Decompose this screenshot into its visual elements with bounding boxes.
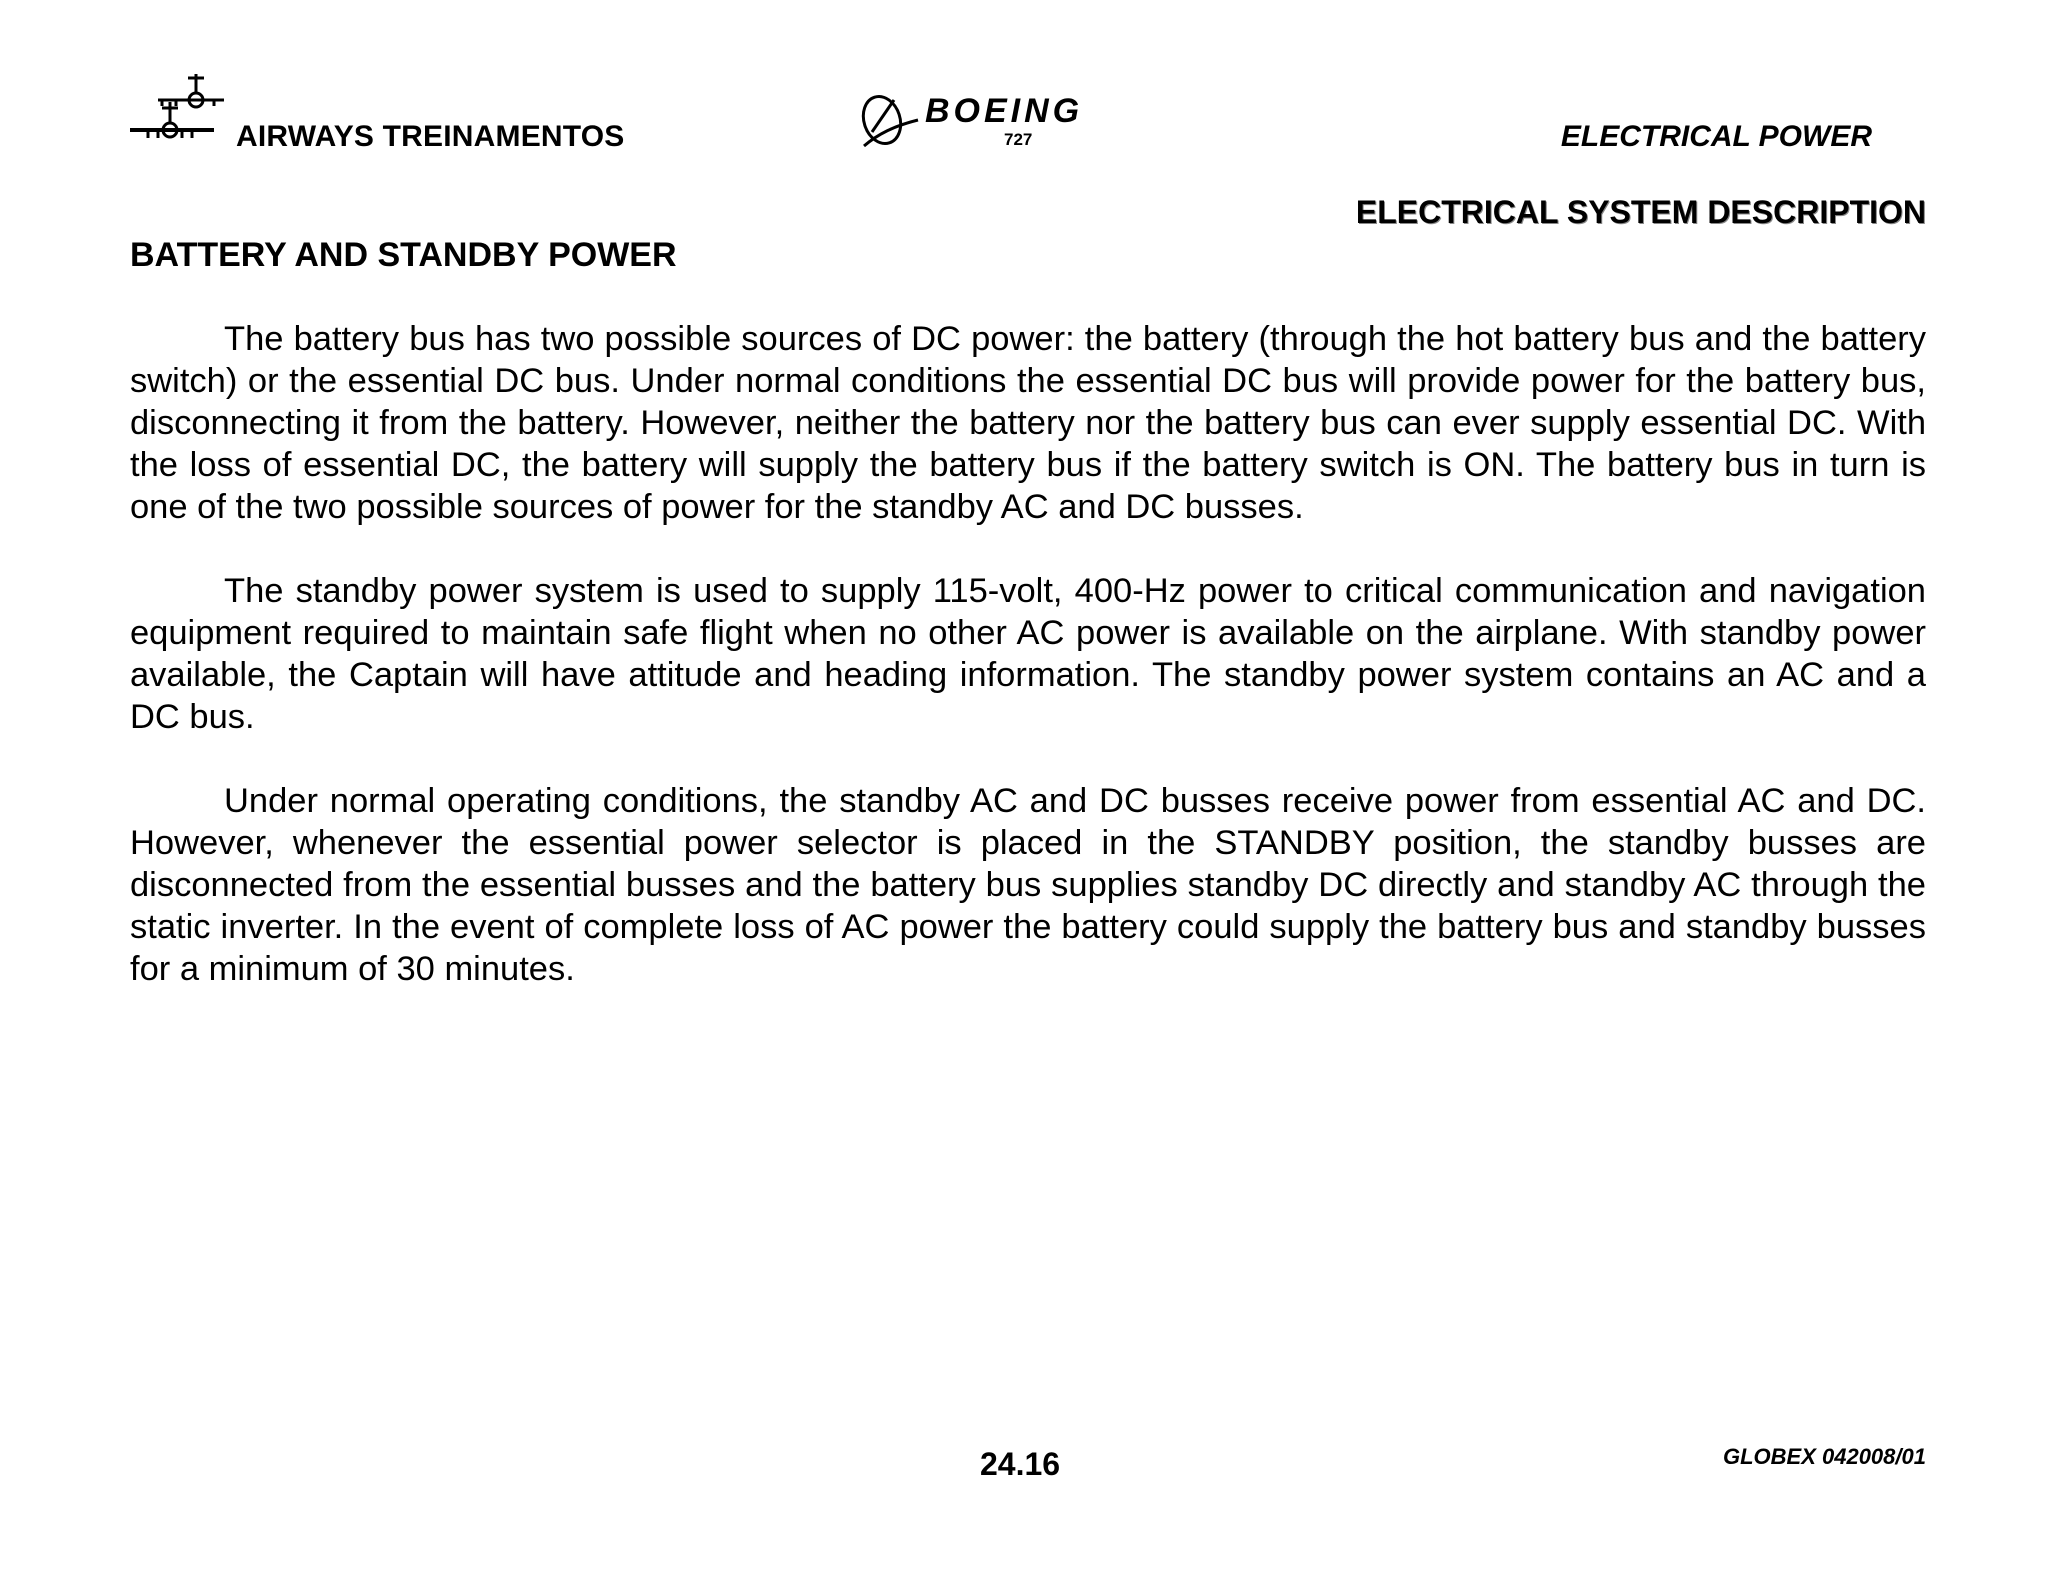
chapter-title: ELECTRICAL POWER — [1560, 120, 1872, 153]
company-name: AIRWAYS TREINAMENTOS — [236, 120, 625, 153]
airways-airplane-logo — [128, 72, 224, 152]
section-title: ELECTRICAL SYSTEM DESCRIPTION — [1355, 194, 1926, 230]
body-paragraph: Under normal operating conditions, the standby AC and DC busses receive power from essential AC and DC. However, whenever the essential power selector is placed in the STANDBY position, the standby busses are disconnected from the essential busses and the battery bus supplies standby DC directly and standby AC through the static inverter. In the event of complete loss of AC power the battery could supply the battery bus and standby busses for a minimum of 30 minutes. — [130, 782, 1926, 988]
document-code: GLOBEX 042008/01 — [1722, 1444, 1926, 1469]
body-paragraph: The standby power system is used to supply 115-volt, 400-Hz power to critical communication and navigation equipment required to maintain safe flight when no other AC power is available on the airplane. With standby power available, the Captain will have attitude and heading information. The standby power system contains an AC and a DC bus. — [130, 572, 1926, 736]
page-number: 24.16 — [980, 1446, 1061, 1482]
boeing-wordmark: BOEING — [925, 92, 1084, 130]
body-paragraph: The battery bus has two possible sources of DC power: the battery (through the hot battery bus and the battery switch) or the essential DC bus. Under normal conditions the essential DC bus will provide power for the battery bus, disconnecting it from the battery. However, neither the battery nor the battery bus can ever supply essential DC. With the loss of essential DC, the battery will supply the battery bus if the battery switch is ON. The battery bus in turn is one of the two possible sources of power for the standby AC and DC busses. — [130, 320, 1926, 526]
boeing-model-number: 727 — [1004, 130, 1033, 149]
topic-heading: BATTERY AND STANDBY POWER — [130, 236, 677, 274]
